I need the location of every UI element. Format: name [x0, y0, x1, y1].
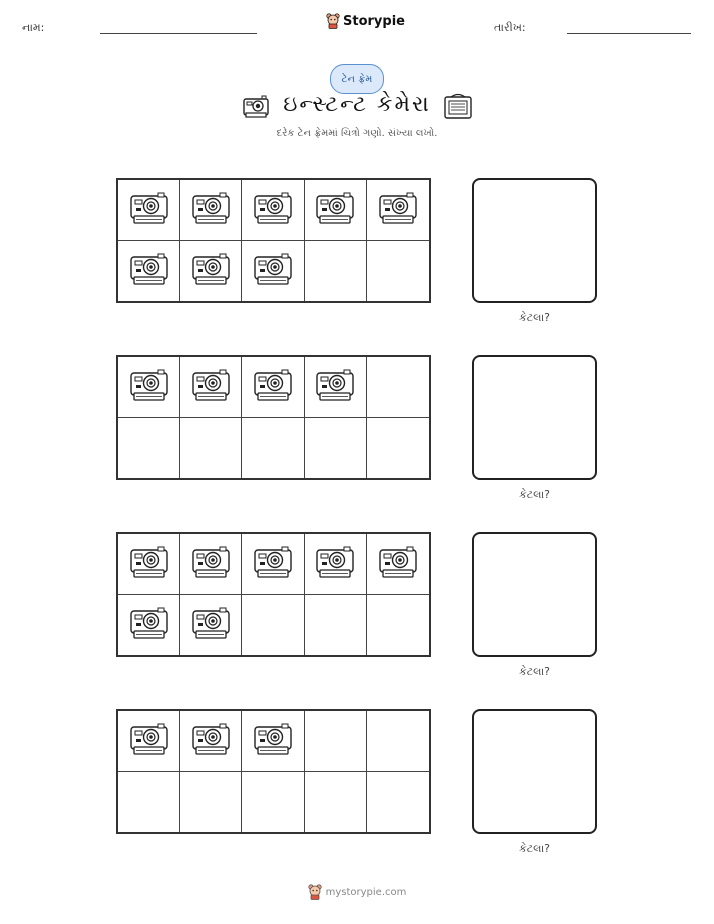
instant-camera-icon	[128, 190, 170, 230]
ten-frame	[116, 355, 431, 480]
instant-camera-icon	[314, 544, 356, 584]
frame-cell	[242, 711, 304, 772]
instant-camera-icon	[252, 721, 294, 761]
instant-camera-icon	[252, 544, 294, 584]
frame-cell	[242, 357, 304, 418]
frame-cell	[242, 595, 304, 656]
frame-cell	[118, 711, 180, 772]
frame-cell	[118, 241, 180, 302]
answer-label: કેટલા?	[518, 842, 551, 855]
answer-box[interactable]	[472, 709, 597, 834]
frame-cell	[180, 595, 242, 656]
instant-camera-icon	[377, 544, 419, 584]
instant-camera-icon	[314, 190, 356, 230]
ten-frame	[116, 709, 431, 834]
frame-cell	[242, 241, 304, 302]
camera-case-icon	[442, 92, 474, 124]
frame-cell	[180, 357, 242, 418]
date-line[interactable]	[567, 33, 691, 34]
frame-cell	[367, 418, 429, 479]
instant-camera-icon	[190, 544, 232, 584]
answer-label: કેટલા?	[518, 488, 551, 501]
answer-box[interactable]	[472, 178, 597, 303]
frame-cell	[118, 595, 180, 656]
frame-cell	[367, 595, 429, 656]
answer-box[interactable]	[472, 355, 597, 480]
date-label: તારીખ:	[494, 21, 526, 34]
frame-cell	[118, 357, 180, 418]
instant-camera-icon	[377, 190, 419, 230]
instant-camera-icon	[252, 190, 294, 230]
page-title: ઇન્સ્ટન્ટ કેમેરા	[283, 92, 431, 117]
frame-cell	[118, 534, 180, 595]
frame-cell	[180, 711, 242, 772]
frame-cell	[367, 534, 429, 595]
brand-name: Storypie	[343, 13, 405, 29]
instant-camera-icon	[128, 367, 170, 407]
frame-cell	[305, 418, 367, 479]
instant-camera-icon	[252, 367, 294, 407]
frame-cell	[367, 711, 429, 772]
instructions: દરેક ટેન ફ્રેમમાં ચિત્રો ગણો. સંખ્યા લખો.	[276, 128, 438, 139]
instant-camera-icon	[128, 605, 170, 645]
frame-cell	[367, 241, 429, 302]
frame-cell	[180, 534, 242, 595]
frame-cell	[118, 180, 180, 241]
instant-camera-icon	[190, 605, 232, 645]
frame-cell	[180, 418, 242, 479]
frame-cell	[242, 772, 304, 833]
worksheet-header	[0, 0, 714, 50]
frame-cell	[305, 711, 367, 772]
instant-camera-icon	[190, 251, 232, 291]
frame-cell	[242, 180, 304, 241]
instant-camera-icon	[128, 721, 170, 761]
frame-cell	[180, 772, 242, 833]
instant-camera-icon	[314, 367, 356, 407]
footer	[0, 884, 714, 900]
ten-frame-badge: ટેન ફ્રેમ	[330, 64, 384, 94]
brand-logo	[326, 13, 405, 29]
frame-cell	[305, 772, 367, 833]
name-label: નામ:	[22, 21, 45, 34]
frame-cell	[305, 534, 367, 595]
instant-camera-icon	[190, 190, 232, 230]
answer-label: કેટલા?	[518, 311, 551, 324]
frame-cell	[305, 241, 367, 302]
frame-cell	[242, 534, 304, 595]
frame-cell	[305, 180, 367, 241]
instant-camera-icon	[190, 367, 232, 407]
frame-cell	[242, 418, 304, 479]
mascot-icon	[308, 884, 322, 900]
frame-cell	[367, 357, 429, 418]
instant-camera-icon	[128, 544, 170, 584]
frame-cell	[367, 180, 429, 241]
instant-camera-icon	[190, 721, 232, 761]
mascot-icon	[326, 13, 340, 29]
frame-cell	[305, 357, 367, 418]
ten-frame	[116, 532, 431, 657]
name-line[interactable]	[100, 33, 257, 34]
ten-frame	[116, 178, 431, 303]
frame-cell	[305, 595, 367, 656]
frame-cell	[180, 241, 242, 302]
instant-camera-icon	[252, 251, 294, 291]
frame-cell	[118, 772, 180, 833]
frame-cell	[118, 418, 180, 479]
footer-url: mystorypie.com	[325, 886, 407, 898]
answer-box[interactable]	[472, 532, 597, 657]
answer-label: કેટલા?	[518, 665, 551, 678]
frame-cell	[180, 180, 242, 241]
frame-cell	[367, 772, 429, 833]
instant-camera-icon	[128, 251, 170, 291]
